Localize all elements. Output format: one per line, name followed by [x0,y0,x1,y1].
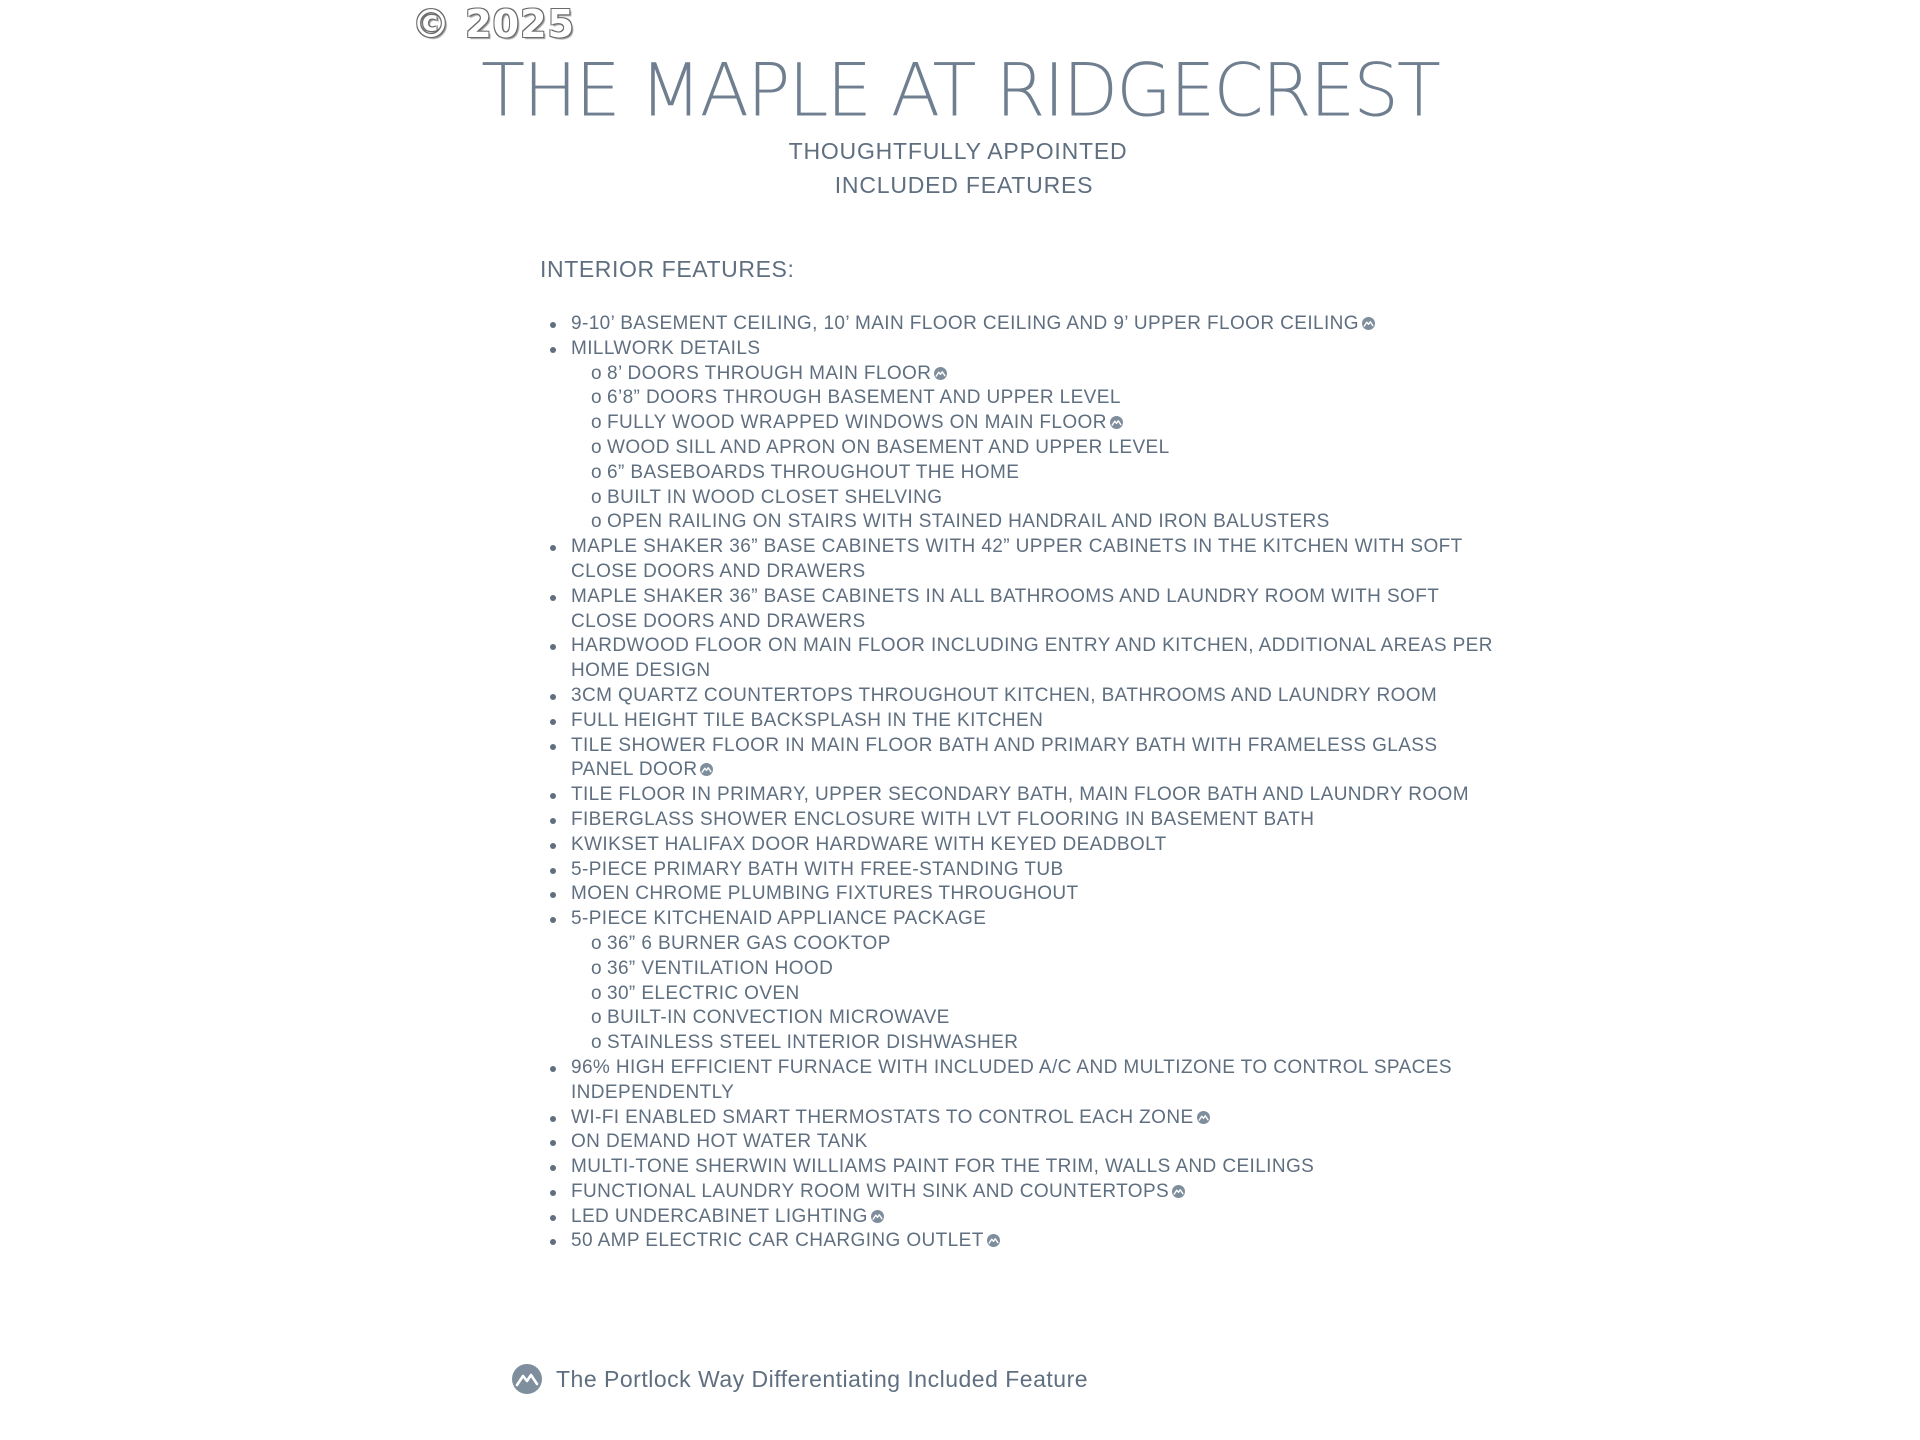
sub-list-item [540,411,1500,436]
feature-text: 36” VENTILATION HOOD [607,957,834,979]
sub-bullet: o [591,436,602,458]
list-item [540,684,1500,709]
list-item [540,1106,1500,1131]
sub-list-item [540,1006,1500,1031]
sub-bullet: o [591,932,602,954]
sub-bullet: o [591,362,602,384]
mountain-badge-icon [700,763,713,776]
list-item [540,1130,1500,1155]
list-item [540,709,1500,734]
mountain-badge-icon [1362,317,1375,330]
feature-text: 36” 6 BURNER GAS COOKTOP [607,932,891,954]
mountain-badge-icon [1110,416,1123,429]
sub-bullet: o [591,486,602,508]
section-heading: INTERIOR FEATURES: [540,256,795,282]
list-item [540,907,1500,932]
list-item [540,858,1500,883]
feature-text: 6’8” DOORS THROUGH BASEMENT AND UPPER LEVEL [607,387,1121,409]
feature-text: 5-PIECE KITCHENAID APPLIANCE PACKAGE [571,908,987,930]
feature-text: 9-10’ BASEMENT CEILING, 10’ MAIN FLOOR CEILING AND 9’ UPPER FLOOR CEILING [571,313,1359,334]
list-item [540,585,1500,635]
list-item [540,882,1500,907]
feature-text: FULLY WOOD WRAPPED WINDOWS ON MAIN FLOOR [607,412,1107,434]
feature-text: 50 AMP ELECTRIC CAR CHARGING OUTLET [571,1230,984,1252]
list-item [540,634,1500,684]
list-item [540,1180,1500,1205]
list-item [540,808,1500,833]
sub-list-item [540,461,1500,486]
feature-text: FIBERGLASS SHOWER ENCLOSURE WITH LVT FLOORING IN BASEMENT BATH [571,808,1315,830]
sub-list-item [540,957,1500,982]
feature-text: MAPLE SHAKER 36” BASE CABINETS WITH 42” UPPER CABINETS IN THE KITCHEN WITH SOFT CLOSE DOORS AND DRAWERS [571,536,1463,582]
mountain-badge-icon [987,1234,1000,1247]
legend [512,1364,1088,1394]
feature-text: WI-FI ENABLED SMART THERMOSTATS TO CONTROL EACH ZONE [571,1106,1194,1128]
sub-bullet: o [591,1032,602,1054]
feature-text: TILE FLOOR IN PRIMARY, UPPER SECONDARY BATH, MAIN FLOOR BATH AND LAUNDRY ROOM [571,784,1469,806]
sub-list-item [540,982,1500,1007]
feature-text: 30” ELECTRIC OVEN [607,982,800,1004]
page-title: THE MAPLE AT RIDGECREST [481,47,1439,133]
mountain-badge-icon [1197,1111,1210,1124]
list-item [540,312,1500,337]
feature-text: MOEN CHROME PLUMBING FIXTURES THROUGHOUT [571,883,1079,905]
list-item [540,1155,1500,1180]
feature-text: MAPLE SHAKER 36” BASE CABINETS IN ALL BATHROOMS AND LAUNDRY ROOM WITH SOFT CLOSE DOORS AND DRAWERS [571,585,1439,632]
feature-list [540,312,1500,1254]
list-item [540,535,1500,585]
legend-text: The Portlock Way Differentiating Included Feature [556,1365,1089,1392]
list-item [540,337,1500,362]
page-subtitle-line2: INCLUDED FEATURES [834,172,1094,198]
feature-text: FULL HEIGHT TILE BACKSPLASH IN THE KITCHEN [571,709,1044,731]
feature-text: WOOD SILL AND APRON ON BASEMENT AND UPPER LEVEL [607,436,1170,458]
sub-list-item [540,386,1500,411]
feature-text: KWIKSET HALIFAX DOOR HARDWARE WITH KEYED DEADBOLT [571,833,1167,855]
feature-text: LED UNDERCABINET LIGHTING [571,1205,868,1227]
feature-text: 6” BASEBOARDS THROUGHOUT THE HOME [607,461,1020,483]
mountain-badge-icon [871,1210,884,1223]
feature-text: STAINLESS STEEL INTERIOR DISHWASHER [607,1032,1019,1054]
sub-list-item [540,932,1500,957]
feature-text: TILE SHOWER FLOOR IN MAIN FLOOR BATH AND PRIMARY BATH WITH FRAMELESS GLASS PANEL DOOR [571,734,1438,781]
list-item [540,783,1500,808]
list-item [540,1205,1500,1230]
sub-bullet: o [591,412,602,434]
feature-text: MULTI-TONE SHERWIN WILLIAMS PAINT FOR THE TRIM, WALLS AND CEILINGS [571,1156,1315,1178]
sub-list-item [540,436,1500,461]
sub-bullet: o [591,1007,602,1029]
sub-bullet: o [591,511,602,533]
mountain-badge-icon [1172,1185,1185,1198]
sub-list-item [540,362,1500,387]
sub-bullet: o [591,982,602,1004]
sub-bullet: o [591,461,602,483]
feature-text: 3CM QUARTZ COUNTERTOPS THROUGHOUT KITCHEN, BATHROOMS AND LAUNDRY ROOM [571,684,1438,706]
list-item [540,1229,1500,1254]
feature-text: BUILT-IN CONVECTION MICROWAVE [607,1007,950,1029]
page-subtitle-line1: THOUGHTFULLY APPOINTED [788,138,1128,164]
feature-text: ON DEMAND HOT WATER TANK [571,1131,868,1153]
mountain-badge-icon [512,1364,542,1394]
sub-list-item [540,486,1500,511]
sub-list-item [540,510,1500,535]
mountain-badge-icon [934,367,947,380]
feature-text: MILLWORK DETAILS [571,337,761,359]
list-item [540,1056,1500,1106]
feature-text: 96% HIGH EFFICIENT FURNACE WITH INCLUDED A/C AND MULTIZONE TO CONTROL SPACES INDEPENDENTLY [571,1056,1452,1103]
feature-text: 5-PIECE PRIMARY BATH WITH FREE-STANDING TUB [571,858,1064,880]
sub-list-item [540,1031,1500,1056]
sub-bullet: o [591,387,602,409]
feature-text: 8’ DOORS THROUGH MAIN FLOOR [607,362,932,384]
list-item [540,833,1500,858]
list-item [540,734,1500,784]
sub-bullet: o [591,957,602,979]
feature-text: OPEN RAILING ON STAIRS WITH STAINED HANDRAIL AND IRON BALUSTERS [607,511,1330,533]
feature-text: FUNCTIONAL LAUNDRY ROOM WITH SINK AND COUNTERTOPS [571,1180,1170,1202]
copyright-watermark: © 2025 [412,2,575,46]
feature-text: HARDWOOD FLOOR ON MAIN FLOOR INCLUDING ENTRY AND KITCHEN, ADDITIONAL AREAS PER HOME DESIGN [571,635,1493,682]
feature-text: BUILT IN WOOD CLOSET SHELVING [607,486,943,508]
